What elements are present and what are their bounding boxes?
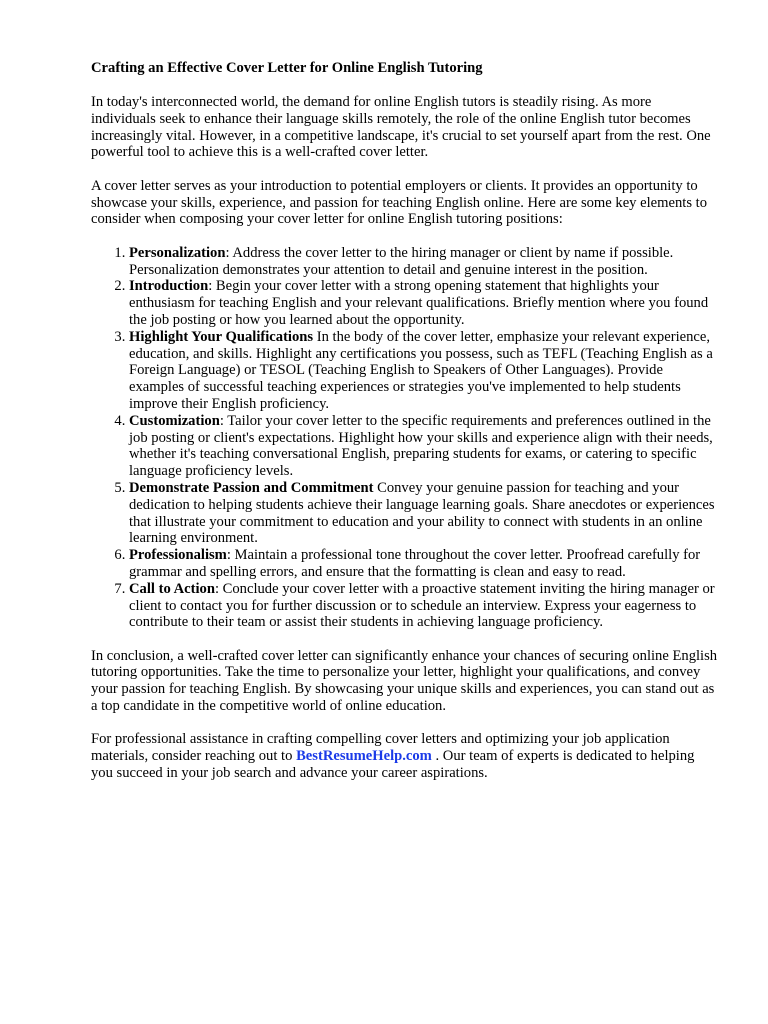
document-page <box>91 60 719 798</box>
list-item-passion <box>129 480 719 547</box>
list-item-customization <box>129 413 719 480</box>
list-item-qualifications <box>129 329 719 413</box>
overview-paragraph: A cover letter serves as your introduction to potential employers or clients. It provides an opportunity to showcase your skills, experience, and passion for teaching English online. Here are some key elements to consider when composing your cover letter for online English tutoring positions: <box>91 177 707 228</box>
list-item-text: Address the cover letter to the hiring manager or client by name if possible. Personalization demonstrates your attention to detail and genuine interest in the position. <box>129 244 674 278</box>
list-item-term: Highlight Your Qualifications <box>129 328 314 345</box>
list-item-term: Customization <box>129 412 220 429</box>
list-item-introduction <box>129 278 719 328</box>
list-item-term: Professionalism <box>129 547 227 564</box>
list-item-separator: : <box>214 580 223 597</box>
list-item-text: Convey your genuine passion for teaching and your dedication to helping students achieve their language learning goals. Share anecdotes or experiences that illustrate your commitment to education and your ability to connect with students in an online learning environment. <box>129 479 715 547</box>
closing-text-before: For professional assistance in crafting compelling cover letters and optimizing your job application materials, consider reaching out to <box>91 731 670 765</box>
list-item-text: In the body of the cover letter, emphasize your relevant experience, education, and skills. Highlight any certifications you possess, such as TEFL (Teaching English as a Foreign Language) or TESOL (Teaching English to Speakers of Other Languages). Provide examples of successful teaching experiences or strategies you've implemented to help students improve their English proficiency. <box>129 328 713 412</box>
list-item-text: Begin your cover letter with a strong opening statement that highlights your enthusiasm for teaching English and your relevant qualifications. Briefly mention where you found the job posting or how you learned about the opportunity. <box>129 278 709 328</box>
list-item-separator: : <box>225 244 233 261</box>
list-item-separator: : <box>219 412 228 429</box>
list-item-separator: : <box>226 547 235 564</box>
list-item-term: Personalization <box>129 244 226 261</box>
list-item-personalization <box>129 245 719 279</box>
list-item-call-to-action <box>129 581 719 631</box>
list-item-term: Demonstrate Passion and Commitment <box>129 479 374 496</box>
closing-paragraph <box>91 731 719 781</box>
intro-paragraph: In today's interconnected world, the demand for online English tutors is steadily rising. As more individuals seek to enhance their language skills remotely, the role of the online English tutor becomes increasingly vital. However, in a competitive landscape, it's crucial to set yourself apart from the rest. One powerful tool to achieve this is a well-crafted cover letter. <box>91 94 711 161</box>
list-item-text: Tailor your cover letter to the specific requirements and preferences outlined in the job posting or client's expectations. Highlight how your skills and experience align with their needs, whether it's teaching conversational English, preparing students for exams, or catering to specific language proficiency levels. <box>129 412 713 480</box>
document-title: Crafting an Effective Cover Letter for Online English Tutoring <box>91 60 483 76</box>
list-item-separator: : <box>208 278 216 295</box>
key-elements-list <box>91 245 719 631</box>
closing-text-after: . Our team of experts is dedicated to helping you succeed in your job search and advance your career aspirations. <box>91 748 695 782</box>
list-item-professionalism <box>129 547 719 581</box>
bestresumehelp-link[interactable]: BestResumeHelp.com <box>296 748 432 765</box>
conclusion-paragraph: In conclusion, a well-crafted cover letter can significantly enhance your chances of securing online English tutoring opportunities. Take the time to personalize your letter, highlight your qualifications, and convey your passion for teaching English. By showcasing your unique skills and experiences, you can stand out as a top candidate in the competitive world of online education. <box>91 647 718 715</box>
list-item-text: Conclude your cover letter with a proactive statement inviting the hiring manager or client to contact you for further discussion or to schedule an interview. Express your eagerness to contribute to their team or assist their students in achieving language proficiency. <box>129 580 715 631</box>
list-item-term: Introduction <box>129 278 209 295</box>
list-item-term: Call to Action <box>129 580 215 597</box>
list-item-text: Maintain a professional tone throughout the cover letter. Proofread carefully for grammar and spelling errors, and ensure that the formatting is clean and easy to read. <box>129 547 701 580</box>
